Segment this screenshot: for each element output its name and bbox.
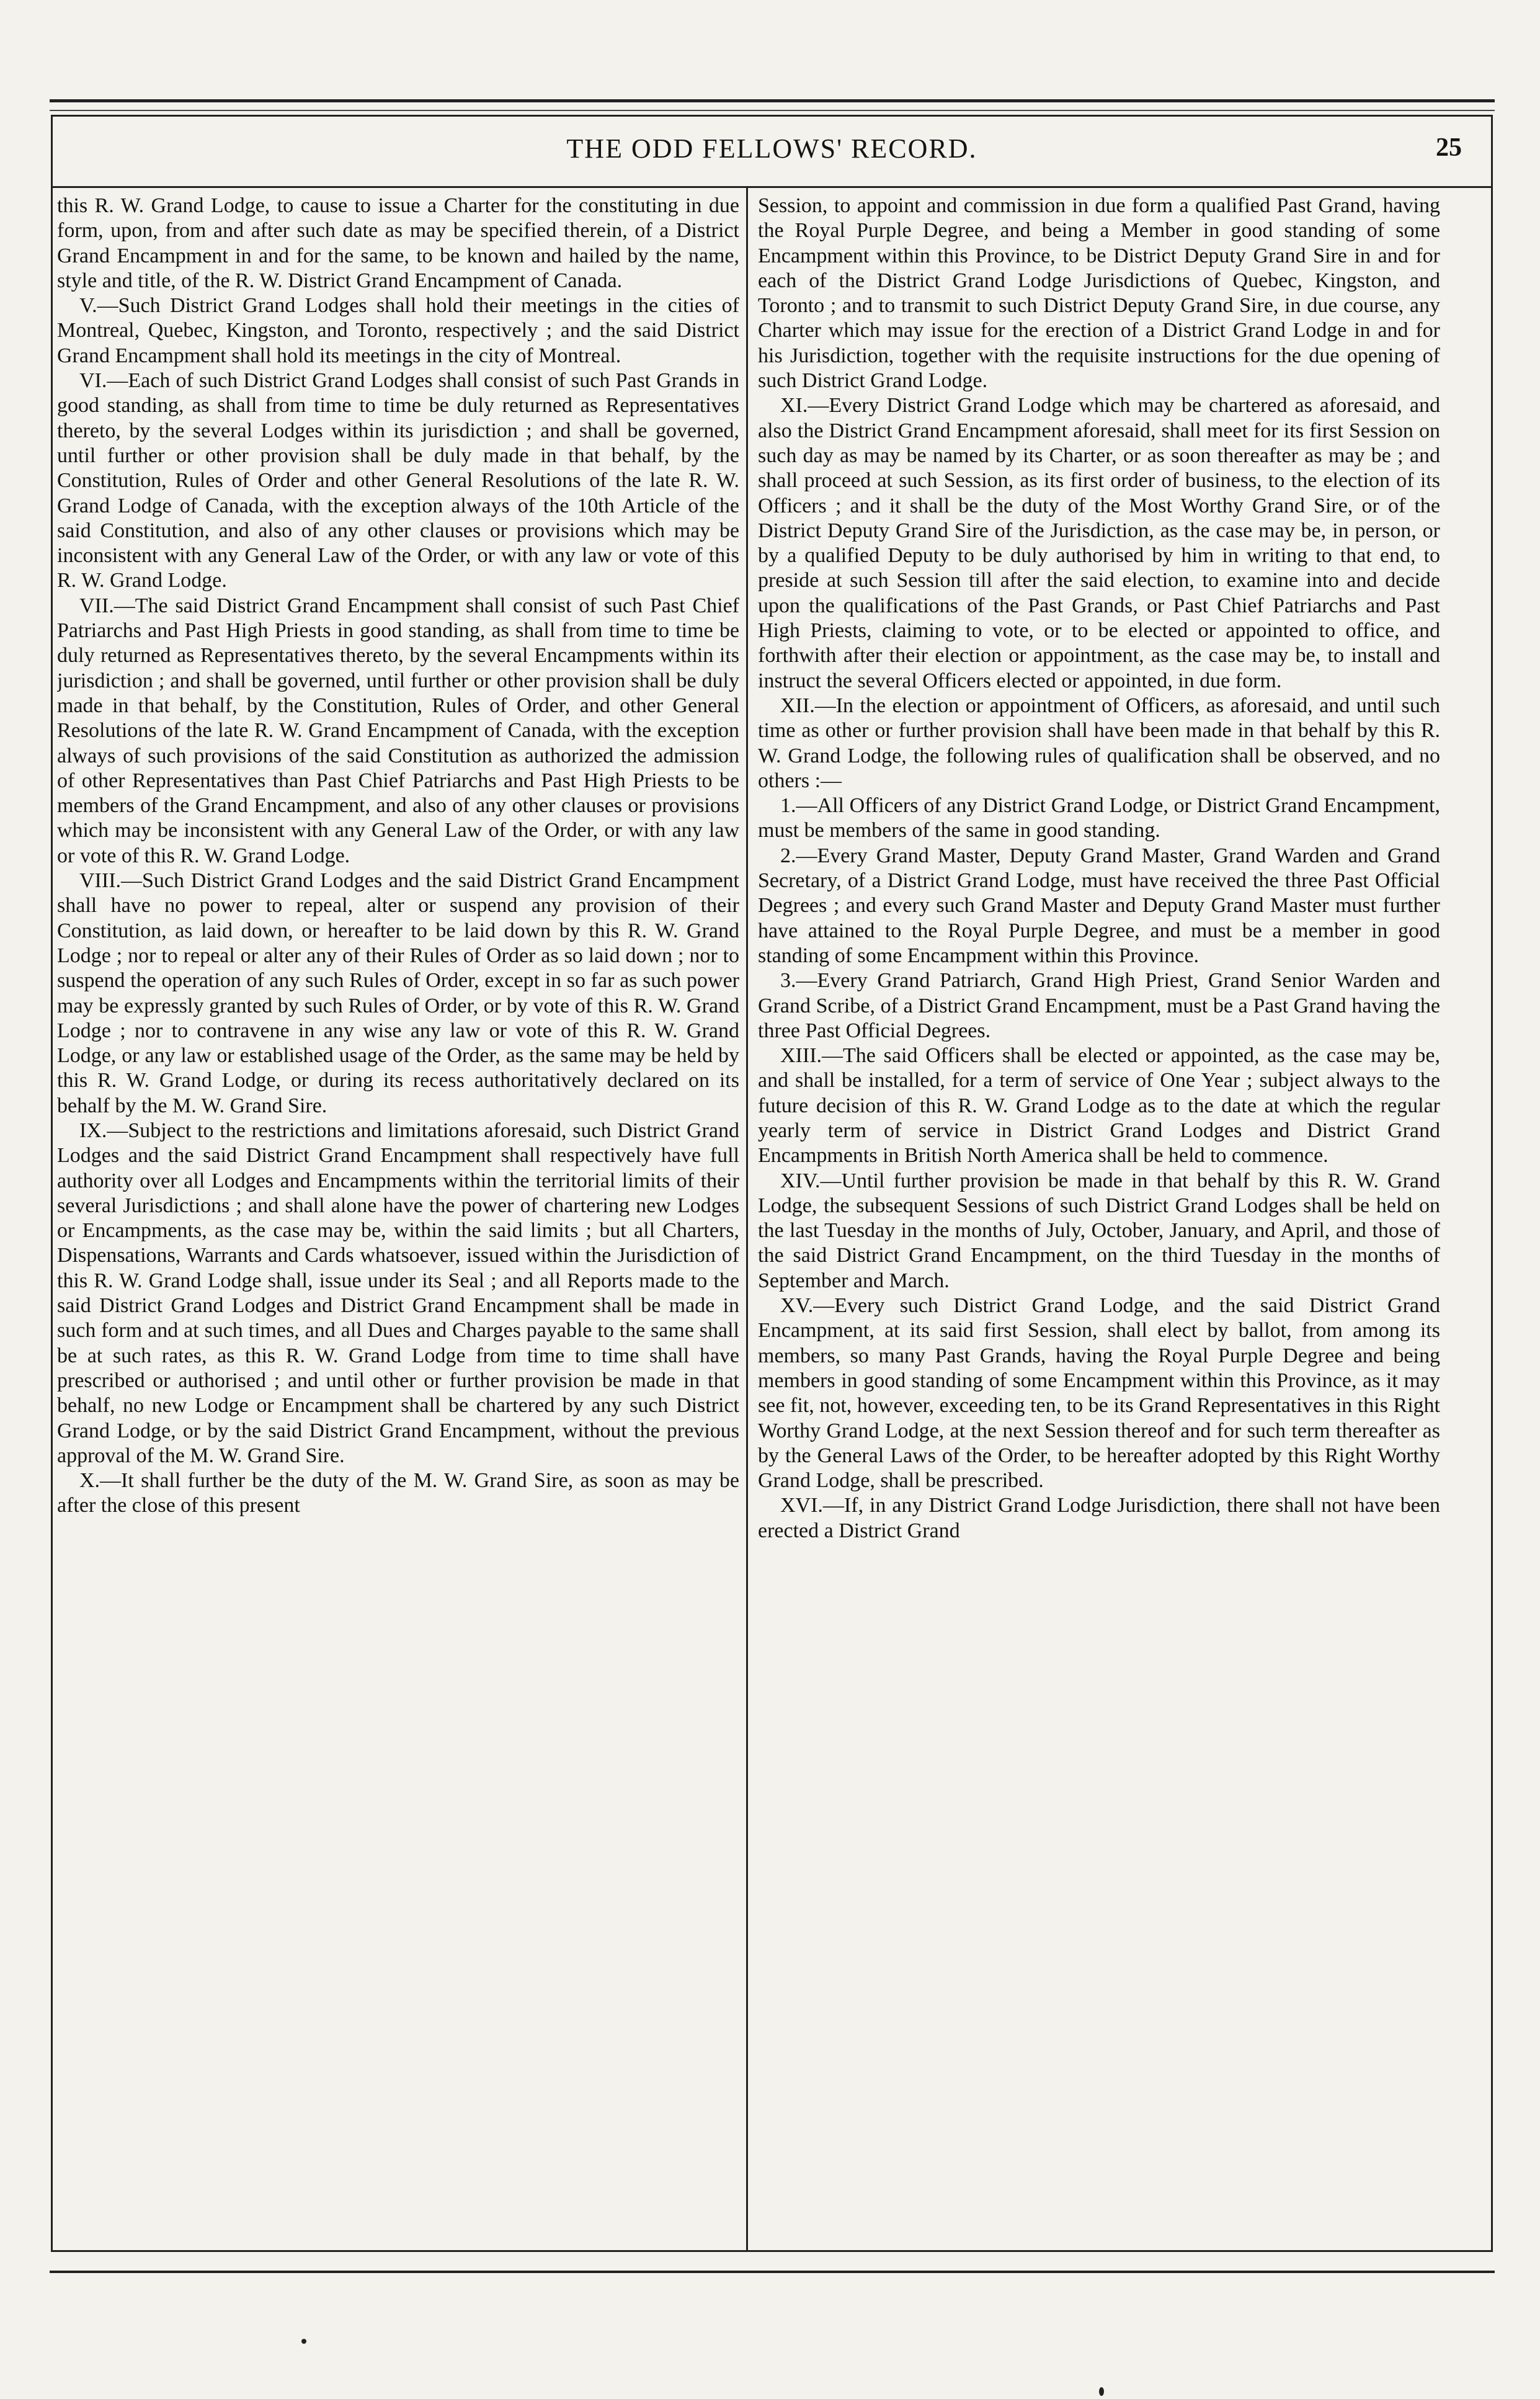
paragraph: XV.—Every such District Grand Lodge, and the said District Grand Encampment, at its said first Session, shall elect by ballot, from among its members, so many Past Grands, having the Royal Purple Degree and being members in good standing of some Encampment within this Province, as it may see fit, not, however, exceeding ten, to be its Grand Representatives in this Right Worthy Grand Lodge, at the next Session thereof and for such term thereafter as by the General Laws of the Order, to be hereafter adopted by this Right Worthy Grand Lodge, shall be prescribed. bbox=[758, 1294, 1440, 1493]
paragraph: VI.—Each of such District Grand Lodges shall consist of such Past Grands in good standing, as shall from time to time be duly returned as Representatives thereto, by the several Lodges within its jurisdiction ; and shall be governed, until further or other provision shall be duly made in that behalf, by the Constitution, Rules of Order and other General Resolutions of the late R. W. Grand Lodge of Canada, with the exception always of the 10th Article of the said Constitution, and also of any other clauses or provisions which may be inconsistent with any General Law of the Order, or with any law or vote of this R. W. Grand Lodge. bbox=[57, 369, 739, 592]
paragraph: X.—It shall further be the duty of the M. W. Grand Sire, as soon as may be after the close of this present bbox=[57, 1469, 739, 1517]
paragraph: VIII.—Such District Grand Lodges and the said District Grand Encampment shall have no power to repeal, alter or suspend any provision of their Constitution, as laid down, or hereafter to be laid down by this R. W. Grand Lodge ; nor to repeal or alter any of their Rules of Order as so laid down ; nor to suspend the operation of any such Rules of Order, except in so far as such power may be expressly granted by such Rules of Order, or by vote of this R. W. Grand Lodge ; nor to contravene in any wise any law or vote of this R. W. Grand Lodge, or any law or established usage of the Order, as the same may be held by this R. W. Grand Lodge, or during its recess authoritatively declared on its behalf by the M. W. Grand Sire. bbox=[57, 869, 739, 1117]
left-column bbox=[57, 194, 739, 2241]
journal-title: THE ODD FELLOWS' RECORD. bbox=[566, 133, 977, 164]
ink-speck bbox=[1099, 2387, 1104, 2396]
right-column bbox=[758, 194, 1440, 2241]
paragraph: XIII.—The said Officers shall be elected or appointed, as the case may be, and shall be installed, for a term of service of One Year ; subject always to the future decision of this R. W. Grand Lodge as to the date at which the regular yearly term of service in District Grand Lodges and District Grand Encampments in British North America shall be held to commence. bbox=[758, 1044, 1440, 1168]
ink-speck bbox=[301, 2339, 306, 2344]
bottom-rule bbox=[50, 2271, 1495, 2273]
running-header bbox=[51, 128, 1493, 177]
top-double-rule bbox=[50, 99, 1495, 111]
page-number: 25 bbox=[1436, 133, 1462, 162]
paragraph: VII.—The said District Grand Encampment shall consist of such Past Chief Patriarchs and Past High Priests in good standing, as shall from time to time be duly returned as Representatives thereto, by the several Encampments within its jurisdiction ; and shall be governed, until further or other provision shall be duly made in that behalf, by the Constitution, Rules of Order, and other General Resolutions of the late R. W. Grand Encampment of Canada, with the exception always of such provisions of the said Constitution as authorized the admission of other Representatives than Past Chief Patriarchs and Past High Priests to be members of the Grand Encampment, and also of any other clauses or provisions which may be inconsistent with any General Law of the Order, or with any law or vote of this R. W. Grand Lodge. bbox=[57, 594, 739, 867]
header-rule bbox=[51, 186, 1493, 188]
paragraph: XVI.—If, in any District Grand Lodge Jurisdiction, there shall not have been erected a District Grand bbox=[758, 1494, 1440, 1542]
paragraph: XII.—In the election or appointment of Officers, as aforesaid, and until such time as other or further provision shall have been made in that behalf by this R. W. Grand Lodge, the following rules of qualification shall be observed, and no others :— bbox=[758, 694, 1440, 792]
paragraph: Session, to appoint and commission in due form a qualified Past Grand, having the Royal Purple Degree, and being a Member in good standing of some Encampment within this Province, to be District Deputy Grand Sire in and for each of the District Grand Lodge Jurisdictions of Quebec, Kingston, and Toronto ; and to transmit to such District Deputy Grand Sire, in due course, any Charter which may issue for the erection of a District Grand Lodge in and for his Jurisdiction, together with the requisite instructions for the due opening of such District Grand Lodge. bbox=[758, 194, 1440, 393]
paragraph: IX.—Subject to the restrictions and limitations aforesaid, such District Grand Lodges and the said District Grand Encampment shall respectively have full authority over all Lodges and Encampments within the territorial limits of their several Jurisdictions ; and shall alone have the power of chartering new Lodges or Encampments, as the case may be, within the said limits ; but all Charters, Dispensations, Warrants and Cards whatsoever, issued within the Jurisdiction of this R. W. Grand Lodge shall, issue under its Seal ; and all Reports made to the said District Grand Lodges and District Grand Encampment shall be made in such form and at such times, and all Dues and Charges payable to the same shall be at such rates, as this R. W. Grand Lodge from time to time shall have prescribed or authorised ; and until other or further provision be made in that behalf, no new Lodge or Encampment shall be chartered by any such District Grand Lodge, or by the said District Grand Encampment, without the previous approval of the M. W. Grand Sire. bbox=[57, 1119, 739, 1467]
paragraph: XIV.—Until further provision be made in that behalf by this R. W. Grand Lodge, the subsequent Sessions of such District Grand Lodges shall be held on the last Tuesday in the months of July, October, January, and April, and those of the said District Grand Encampment, on the third Tuesday in the months of September and March. bbox=[758, 1169, 1440, 1292]
paragraph: this R. W. Grand Lodge, to cause to issue a Charter for the constituting in due form, upon, from and after such date as may be specified therein, of a District Grand Encampment in and for the same, to be known and hailed by the name, style and title, of the R. W. District Grand Encampment of Canada. bbox=[57, 194, 739, 292]
paragraph: 3.—Every Grand Patriarch, Grand High Priest, Grand Senior Warden and Grand Scribe, of a District Grand Encampment, must be a Past Grand having the three Past Official Degrees. bbox=[758, 969, 1440, 1042]
paragraph: 2.—Every Grand Master, Deputy Grand Master, Grand Warden and Grand Secretary, of a District Grand Lodge, must have received the three Past Official Degrees ; and every such Grand Master and Deputy Grand Master must further have attained to the Royal Purple Degree, and must be a member in good standing of some Encampment within this Province. bbox=[758, 844, 1440, 967]
paragraph: V.—Such District Grand Lodges shall hold their meetings in the cities of Montreal, Quebec, Kingston, and Toronto, respectively ; and the said District Grand Encampment shall hold its meetings in the city of Montreal. bbox=[57, 294, 739, 367]
paragraph: 1.—All Officers of any District Grand Lodge, or District Grand Encampment, must be members of the same in good standing. bbox=[758, 794, 1440, 842]
paragraph: XI.—Every District Grand Lodge which may be chartered as aforesaid, and also the District Grand Encampment aforesaid, shall meet for its first Session on such day as may be named by its Charter, or as soon thereafter as may be ; and shall proceed at such Session, as its first order of business, to the election of its Officers ; and it shall be the duty of the Most Worthy Grand Sire, or of the District Deputy Grand Sire of the Jurisdiction, as the case may be, in person, or by a qualified Deputy to be duly authorised by him in writing to that end, to preside at such Session till after the said election, to examine into and decide upon the qualifications of the Past Grands, or Past Chief Patriarchs and Past High Priests, claiming to vote, or to be elected or appointed to office, and forthwith after their election or appointment, as the case may be, to install and instruct the several Officers elected or appointed, in due form. bbox=[758, 394, 1440, 692]
column-divider bbox=[746, 186, 748, 2252]
